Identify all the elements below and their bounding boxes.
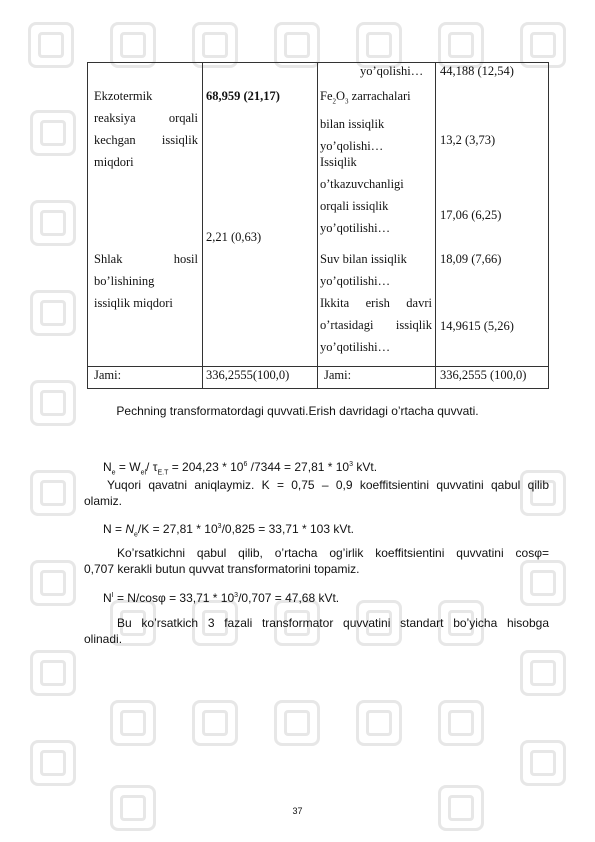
loss-label-water: Suv bilan issiqlik yo’qotilishi… bbox=[320, 252, 407, 288]
formula-upper-power: $N = N_e/K = 27,81 * 10^3/0,825 = 33,71 * 103$ kVt. bbox=[103, 522, 354, 539]
loss-value-2: 13,2 (3,73) bbox=[440, 133, 496, 147]
row-label-exothermic: Ekzotermik reaksiya orqali kechgan issiqlik miqdori bbox=[94, 89, 198, 169]
page-number: 37 bbox=[292, 806, 303, 816]
loss-value-5: 14,9615 (5,26) bbox=[440, 319, 514, 333]
paragraph-cosphi: Ko’rsatkichni qabul qilib, o’rtacha og’irlik koeffitsientini quvvatini cosφ= 0,707 kerakli butun quvvat transformatorini topamiz. bbox=[84, 546, 549, 576]
loss-label-interval: Ikkita erish davri o’rtasidagi issiqlik yo’qotilishi… bbox=[320, 296, 432, 354]
value-slag: 2,21 (0,63) bbox=[206, 230, 262, 244]
formula-average-power: $N_e = W_{el}/$ $\tau_{E.T} = 204,23 * 10^6$ $/7344 = 27,81 * 10^3$ kVt. bbox=[103, 460, 378, 477]
value-exothermic: 68,959 (21,17) bbox=[206, 89, 280, 103]
loss-label-conduction: Issiqlik o’tkazuvchanligi orqali issiqlik yo’qotilishi… bbox=[320, 155, 404, 235]
formula-full-power: $N^I = N/\cos\varphi = 33,71 * 10^3/0,707 = 47,68$ kVt. bbox=[103, 591, 340, 605]
total-value-right: 336,2555 (100,0) bbox=[440, 368, 527, 382]
total-value-left: 336,2555(100,0) bbox=[206, 368, 290, 382]
section-caption: Pechning transformatordagi quvvati.Erish davridagi o’rtacha quvvati. bbox=[116, 404, 479, 418]
loss-value-4: 18,09 (7,66) bbox=[440, 252, 502, 266]
total-label-right: Jami: bbox=[324, 368, 352, 382]
paragraph-coefficient: Yuqori qavatni aniqlaymiz. K = 0,75 – 0,9 koeffitsientini quvvatini qabul qilib olamiz. bbox=[84, 478, 549, 508]
loss-value-3: 17,06 (6,25) bbox=[440, 208, 502, 222]
loss-value-1: 44,188 (12,54) bbox=[440, 64, 514, 78]
row-label-slag: Shlak hosil bo’lishining issiqlik miqdori bbox=[94, 252, 198, 310]
heat-balance-table bbox=[87, 62, 549, 389]
paragraph-standard: Bu ko’rsatkich 3 fazali transformator quvvatini standart bo’yicha hisobga olinadi. bbox=[84, 616, 549, 646]
loss-label-top: yo’qolishi… bbox=[360, 64, 424, 78]
loss-label-fe2o3: $Fe_2O_3$ zarrachalari bilan issiqlik yo’qolishi… bbox=[320, 89, 411, 153]
total-label-left: Jami: bbox=[94, 368, 122, 382]
